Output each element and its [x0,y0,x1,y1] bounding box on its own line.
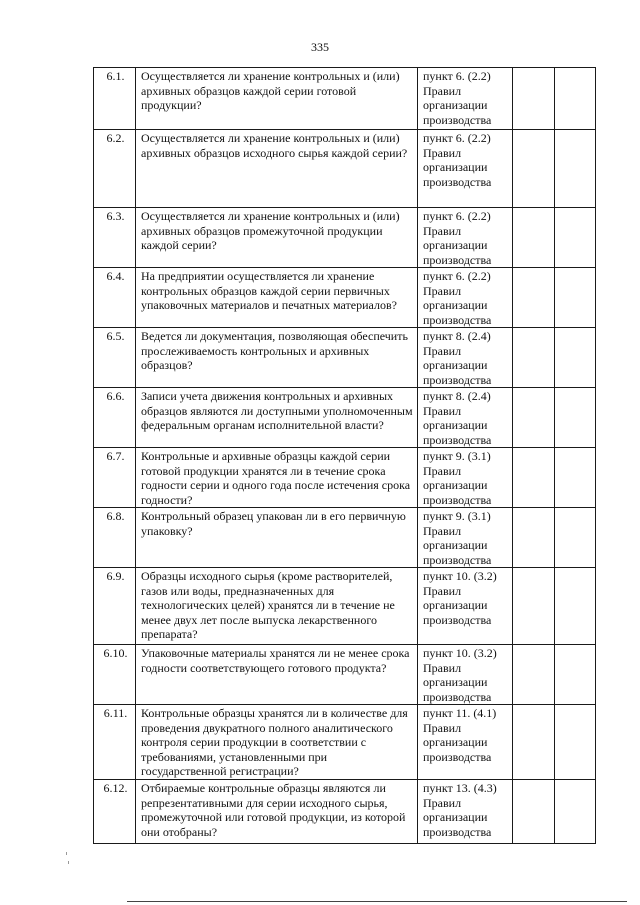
answer-cell-yes[interactable] [513,68,555,130]
regulation-reference: пункт 6. (2.2) Правил организации производства [418,208,513,268]
item-number: 6.7. [94,448,136,508]
item-number: 6.12. [94,780,136,844]
scan-speck [66,852,67,855]
answer-cell-no[interactable] [555,780,596,844]
answer-cell-yes[interactable] [513,645,555,705]
item-number: 6.10. [94,645,136,705]
table-row [94,130,596,208]
answer-cell-yes[interactable] [513,328,555,388]
question-text: Ведется ли документация, позволяющая обеспечить прослеживаемость контрольных и архивных образцов? [136,328,418,388]
answer-cell-yes[interactable] [513,130,555,208]
answer-cell-no[interactable] [555,448,596,508]
answer-cell-no[interactable] [555,568,596,645]
item-number: 6.6. [94,388,136,448]
table-row [94,68,596,130]
answer-cell-no[interactable] [555,388,596,448]
answer-cell-no[interactable] [555,705,596,780]
answer-cell-no[interactable] [555,68,596,130]
question-text: Контрольные образцы хранятся ли в количестве для проведения двукратного полного аналитического контроля серии продукции в соответствии с требованиями, установленными при государственной регистрации? [136,705,418,780]
item-number: 6.3. [94,208,136,268]
table-row [94,508,596,568]
question-text: Осуществляется ли хранение контрольных и (или) архивных образцов исходного сырья каждой серии? [136,130,418,208]
answer-cell-yes[interactable] [513,568,555,645]
scan-speck [68,861,69,864]
answer-cell-yes[interactable] [513,388,555,448]
answer-cell-yes[interactable] [513,208,555,268]
question-text: Образцы исходного сырья (кроме растворителей, газов или воды, предназначенных для технологических целей) хранятся ли в течение не менее двух лет после выпуска лекарственного препарата? [136,568,418,645]
regulation-reference: пункт 9. (3.1) Правил организации производства [418,508,513,568]
answer-cell-no[interactable] [555,130,596,208]
question-text: Осуществляется ли хранение контрольных и (или) архивных образцов каждой серии готовой продукции? [136,68,418,130]
question-text: Отбираемые контрольные образцы являются ли репрезентативными для серии исходного сырья, промежуточной или готовой продукции, из которой они отобраны? [136,780,418,844]
item-number: 6.4. [94,268,136,328]
regulation-reference: пункт 11. (4.1) Правил организации производства [418,705,513,780]
item-number: 6.9. [94,568,136,645]
page-number: 335 [311,40,329,54]
question-text: Упаковочные материалы хранятся ли не менее срока годности соответствующего готового продукта? [136,645,418,705]
item-number: 6.8. [94,508,136,568]
answer-cell-no[interactable] [555,268,596,328]
regulation-reference: пункт 9. (3.1) Правил организации производства [418,448,513,508]
answer-cell-yes[interactable] [513,780,555,844]
table-row [94,705,596,780]
table-row [94,645,596,705]
answer-cell-yes[interactable] [513,705,555,780]
regulation-reference: пункт 10. (3.2) Правил организации производства [418,568,513,645]
regulation-reference: пункт 8. (2.4) Правил организации производства [418,388,513,448]
table-row [94,448,596,508]
question-text: Контрольный образец упакован ли в его первичную упаковку? [136,508,418,568]
table-row [94,328,596,388]
answer-cell-yes[interactable] [513,508,555,568]
question-text: Записи учета движения контрольных и архивных образцов являются ли доступными уполномоченным федеральным органам исполнительной власти? [136,388,418,448]
table-row [94,568,596,645]
item-number: 6.11. [94,705,136,780]
table-row [94,780,596,844]
answer-cell-no[interactable] [555,208,596,268]
scan-edge-line [127,901,627,902]
question-text: На предприятии осуществляется ли хранение контрольных образцов каждой серии первичных упаковочных материалов и печатных материалов? [136,268,418,328]
regulation-reference: пункт 6. (2.2) Правил организации производства [418,68,513,130]
question-text: Контрольные и архивные образцы каждой серии готовой продукции хранятся ли в течение срока годности серии и одного года после истечения срока годности? [136,448,418,508]
regulation-reference: пункт 10. (3.2) Правил организации производства [418,645,513,705]
item-number: 6.1. [94,68,136,130]
table-row [94,268,596,328]
regulation-reference: пункт 6. (2.2) Правил организации производства [418,130,513,208]
regulation-reference: пункт 8. (2.4) Правил организации производства [418,328,513,388]
checklist-table [93,67,596,844]
answer-cell-yes[interactable] [513,448,555,508]
answer-cell-yes[interactable] [513,268,555,328]
regulation-reference: пункт 6. (2.2) Правил организации производства [418,268,513,328]
question-text: Осуществляется ли хранение контрольных и (или) архивных образцов промежуточной продукции каждой серии? [136,208,418,268]
table-row [94,388,596,448]
answer-cell-no[interactable] [555,645,596,705]
item-number: 6.5. [94,328,136,388]
item-number: 6.2. [94,130,136,208]
regulation-reference: пункт 13. (4.3) Правил организации производства [418,780,513,844]
answer-cell-no[interactable] [555,508,596,568]
answer-cell-no[interactable] [555,328,596,388]
table-row [94,208,596,268]
